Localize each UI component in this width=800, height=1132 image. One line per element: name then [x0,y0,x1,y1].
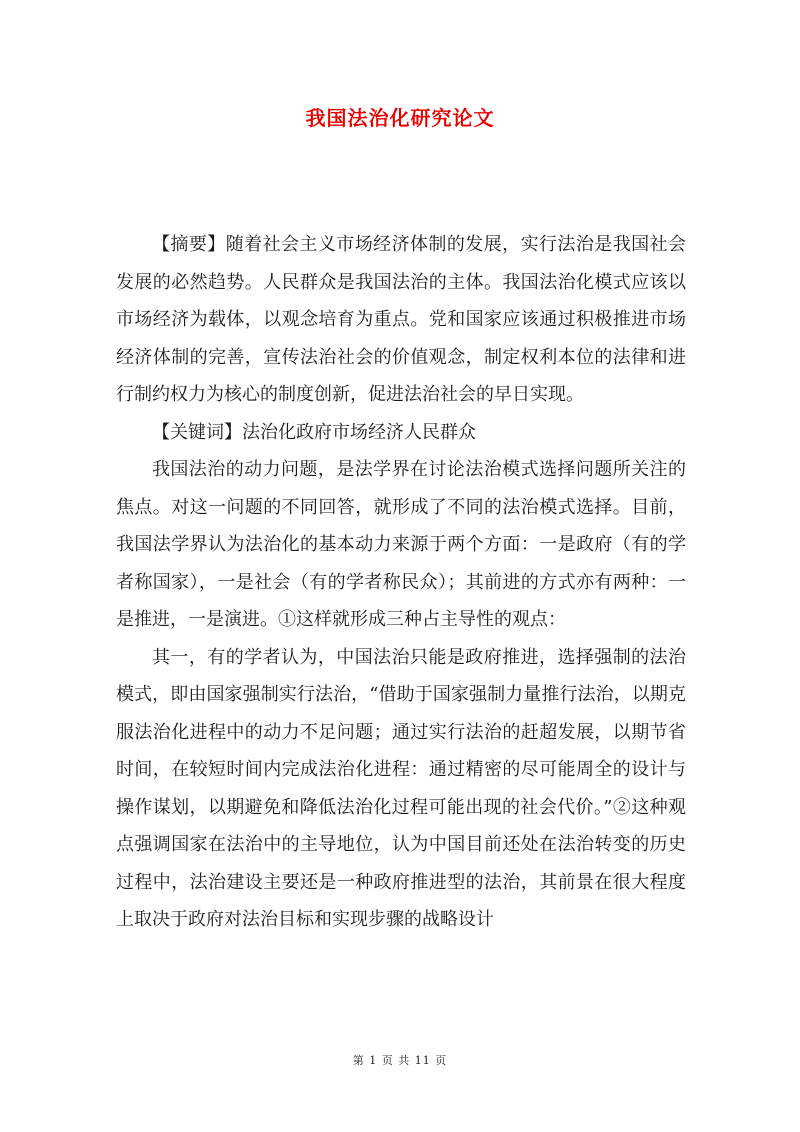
body-paragraph: 其一，有的学者认为，中国法治只能是政府推进，选择强制的法治模式，即由国家强制实行法治，“借助于国家强制力量推行法治，以期克服法治化进程中的动力不足问题；通过实行法治的赶超发展，以期节省时间，在较短时间内完成法治化进程：通过精密的尽可能周全的设计与操作谋划，以期避免和降低法治化过程可能出现的社会代价。”②这种观点强调国家在法治中的主导地位，认为中国目前还处在法治转变的历史过程中，法治建设主要还是一种政府推进型的法治，其前景在很大程度上取决于政府对法治目标和实现步骤的战略设计 [116,646,686,930]
page-footer [0,1052,800,1068]
document-title: 我国法治化研究论文 [305,106,495,130]
keywords-paragraph: 【关键词】法治化政府市场经济人民群众 [152,421,476,443]
page-number: 第 1 页 共 11 页 [352,1054,448,1067]
abstract-paragraph: 【摘要】随着社会主义市场经济体制的发展，实行法治是我国社会发展的必然趋势。人民群众是我国法治的主体。我国法治化模式应该以市场经济为载体，以观念培育为重点。党和国家应该通过积极推进市场经济体制的完善，宣传法治社会的价值观念，制定权利本位的法律和进行制约权力为核心的制度创新，促进法治社会的早日实现。 [116,234,686,405]
body-paragraph: 我国法治的动力问题，是法学界在讨论法治模式选择问题所关注的焦点。对这一问题的不同回答，就形成了不同的法治模式选择。目前，我国法学界认为法治化的基本动力来源于两个方面：一是政府（有的学者称国家），一是社会（有的学者称民众）；其前进的方式亦有两种：一是推进，一是演进。①这样就形成三种占主导性的观点： [116,459,686,630]
document-body [116,226,686,939]
